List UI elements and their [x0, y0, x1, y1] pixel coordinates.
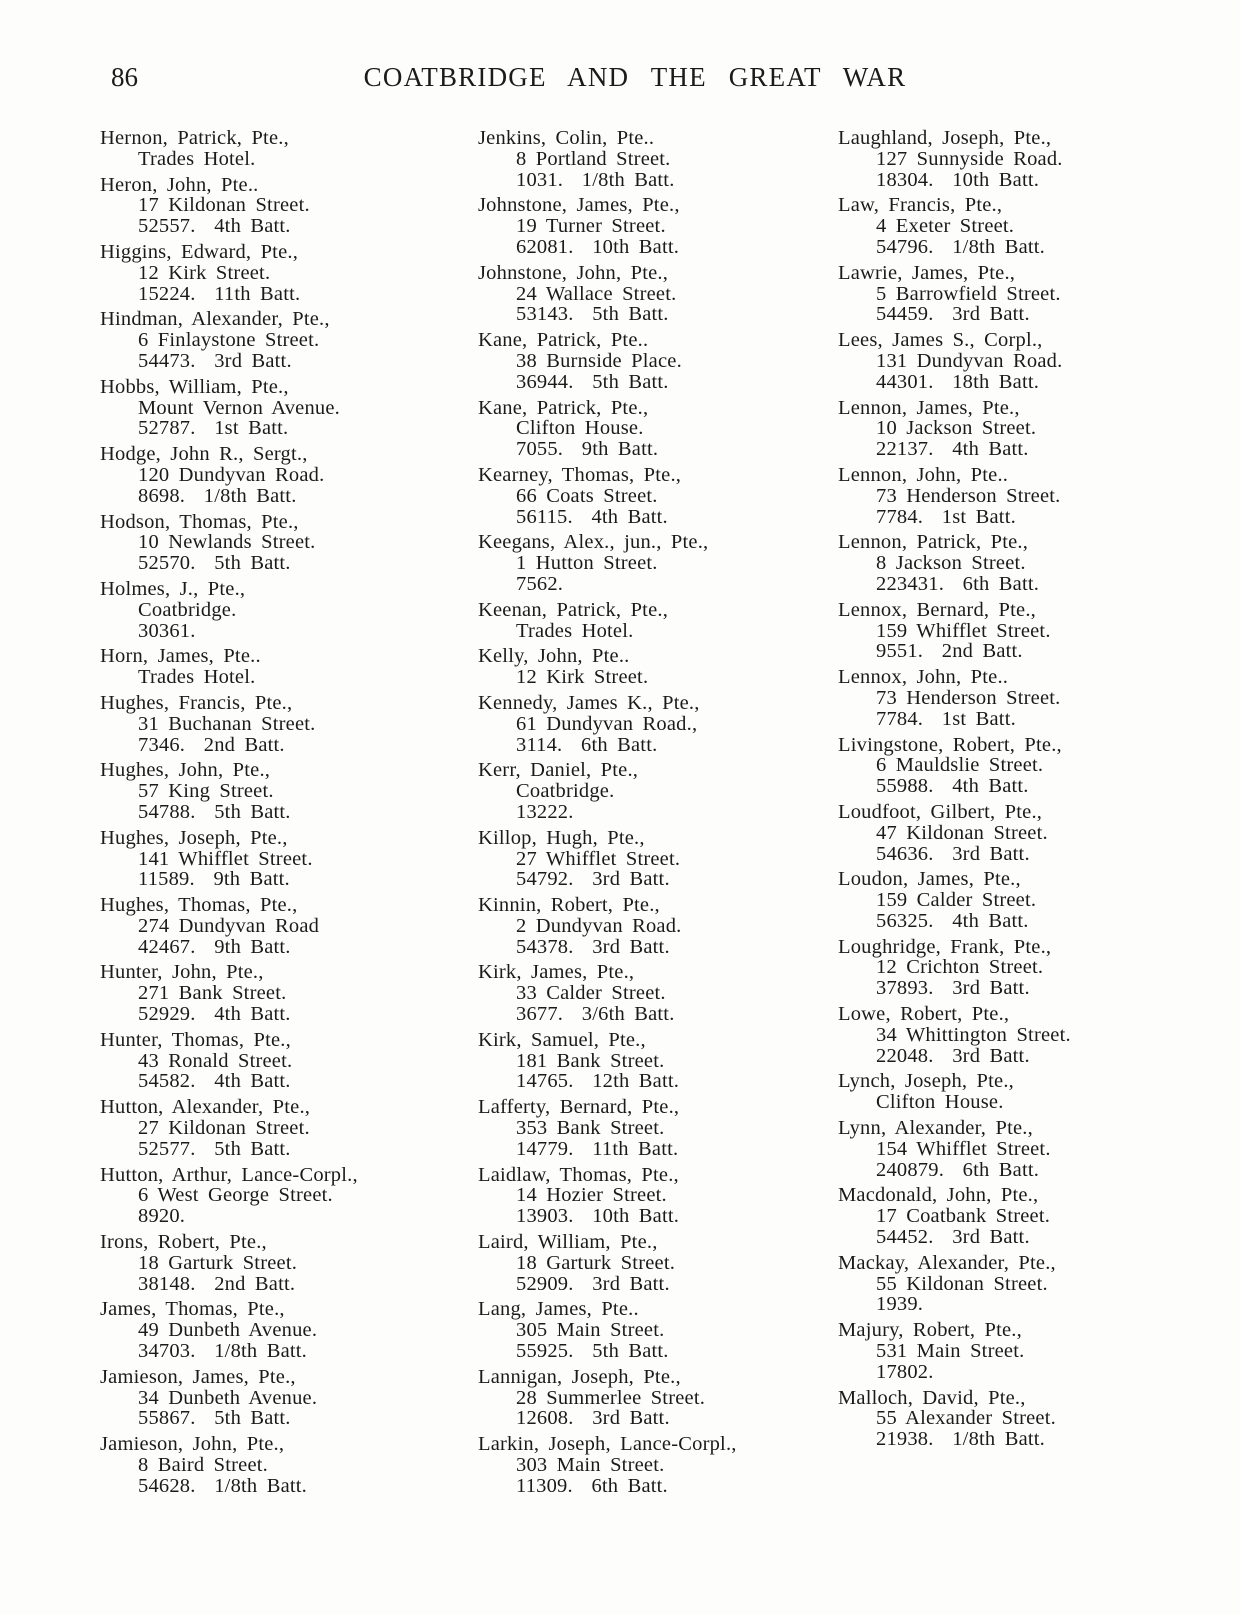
entry-detail-line: 19 Turner Street.: [516, 215, 666, 238]
roster-entry: [100, 1097, 478, 1159]
entry-name-line: Johnstone, James, Pte.,: [478, 194, 680, 217]
roster-entry: [838, 128, 1168, 190]
entry-detail-line: 11589. 9th Batt.: [138, 868, 290, 891]
entry-name-line: Jamieson, James, Pte.,: [100, 1365, 296, 1388]
roster-entry: [478, 962, 838, 1024]
entry-name-line: Larkin, Joseph, Lance-Corpl.,: [478, 1433, 737, 1456]
entry-detail-line: 223431. 6th Batt.: [876, 572, 1040, 595]
entry-name-line: Lennox, John, Pte..: [838, 666, 1009, 689]
entry-detail-line: 53143. 5th Batt.: [516, 303, 669, 326]
entry-name-line: Kirk, Samuel, Pte.,: [478, 1028, 646, 1051]
roster-entry: [838, 263, 1168, 325]
entry-detail-line: 353 Bank Street.: [516, 1117, 665, 1140]
entry-detail-line: Mount Vernon Avenue.: [138, 396, 340, 419]
entry-name-line: Hughes, Francis, Pte.,: [100, 691, 293, 714]
entry-detail-line: 7346. 2nd Batt.: [138, 733, 285, 756]
roster-entry: [478, 1165, 838, 1227]
entry-name-line: Livingstone, Robert, Pte.,: [838, 733, 1062, 756]
roster-entry: [100, 693, 478, 755]
roster-entry: [838, 532, 1168, 594]
entry-name-line: Hutton, Alexander, Pte.,: [100, 1096, 311, 1119]
entry-detail-line: 42467. 9th Batt.: [138, 935, 291, 958]
entry-detail-line: 54452. 3rd Batt.: [876, 1226, 1030, 1249]
entry-detail-line: 12 Crichton Street.: [876, 956, 1044, 979]
roster-entry: [478, 646, 838, 688]
entry-name-line: Hutton, Arthur, Lance-Corpl.,: [100, 1163, 358, 1186]
entry-detail-line: 159 Calder Street.: [876, 889, 1037, 912]
entry-detail-line: 6 Mauldslie Street.: [876, 754, 1044, 777]
roster-entry: [478, 532, 838, 594]
entry-detail-line: 8 Jackson Street.: [876, 552, 1026, 575]
roster-entry: [838, 1185, 1168, 1247]
entry-name-line: Loughridge, Frank, Pte.,: [838, 935, 1052, 958]
entry-name-line: Lynch, Joseph, Pte.,: [838, 1070, 1014, 1093]
entry-name-line: Hughes, Joseph, Pte.,: [100, 826, 288, 849]
entry-name-line: Hughes, Thomas, Pte.,: [100, 894, 298, 917]
entry-detail-line: 38148. 2nd Batt.: [138, 1272, 296, 1295]
entry-name-line: Higgins, Edward, Pte.,: [100, 240, 299, 263]
roster-entry: [838, 398, 1168, 460]
entry-detail-line: Coatbridge.: [138, 598, 237, 621]
entry-detail-line: 54788. 5th Batt.: [138, 800, 291, 823]
entry-detail-line: 57 King Street.: [138, 780, 274, 803]
entry-detail-line: 56115. 4th Batt.: [516, 505, 668, 528]
entry-detail-line: 10 Jackson Street.: [876, 417, 1037, 440]
roster-entry: [100, 1165, 478, 1227]
entry-name-line: Kennedy, James K., Pte.,: [478, 691, 700, 714]
entry-name-line: Irons, Robert, Pte.,: [100, 1231, 267, 1254]
entry-detail-line: 54459. 3rd Batt.: [876, 303, 1030, 326]
entry-detail-line: 55 Kildonan Street.: [876, 1272, 1048, 1295]
roster-entry: [100, 377, 478, 439]
entry-detail-line: 11309. 6th Batt.: [516, 1474, 668, 1497]
entry-name-line: Hobbs, William, Pte.,: [100, 375, 289, 398]
entry-name-line: Kearney, Thomas, Pte.,: [478, 463, 682, 486]
entry-name-line: Hughes, John, Pte.,: [100, 759, 271, 782]
entry-detail-line: 47 Kildonan Street.: [876, 821, 1048, 844]
roster-entry: [478, 1232, 838, 1294]
roster-entry: [478, 600, 838, 642]
entry-name-line: Keenan, Patrick, Pte.,: [478, 598, 669, 621]
entry-name-line: Loudon, James, Pte.,: [838, 868, 1021, 891]
entry-detail-line: 54636. 3rd Batt.: [876, 842, 1030, 865]
entry-detail-line: 13222.: [516, 800, 574, 823]
entry-detail-line: 44301. 18th Batt.: [876, 370, 1040, 393]
entry-name-line: Jamieson, John, Pte.,: [100, 1433, 285, 1456]
entry-detail-line: 141 Whifflet Street.: [138, 847, 313, 870]
entry-name-line: Hindman, Alexander, Pte.,: [100, 308, 330, 331]
roster-entry: [100, 646, 478, 688]
entry-detail-line: Trades Hotel.: [138, 147, 256, 170]
roster-entry: [100, 828, 478, 890]
entry-detail-line: 1 Hutton Street.: [516, 552, 658, 575]
entry-detail-line: 54792. 3rd Batt.: [516, 868, 670, 891]
entry-detail-line: 8 Portland Street.: [516, 147, 671, 170]
entry-detail-line: 38 Burnside Place.: [516, 349, 682, 372]
entry-detail-line: 10 Newlands Street.: [138, 531, 316, 554]
roster-entry: [478, 693, 838, 755]
entry-name-line: Macdonald, John, Pte.,: [838, 1184, 1039, 1207]
entry-detail-line: 271 Bank Street.: [138, 982, 287, 1005]
entry-detail-line: 6 Finlaystone Street.: [138, 329, 320, 352]
entry-name-line: Hunter, Thomas, Pte.,: [100, 1028, 291, 1051]
roster-entry: [100, 128, 478, 170]
entry-detail-line: 54628. 1/8th Batt.: [138, 1474, 307, 1497]
roster-entry: [838, 735, 1168, 797]
entry-detail-line: 21938. 1/8th Batt.: [876, 1428, 1045, 1451]
entry-detail-line: 55867. 5th Batt.: [138, 1407, 291, 1430]
entry-detail-line: 17802.: [876, 1360, 934, 1383]
entry-detail-line: 55 Alexander Street.: [876, 1407, 1056, 1430]
entry-detail-line: 34703. 1/8th Batt.: [138, 1340, 307, 1363]
entry-detail-line: 31 Buchanan Street.: [138, 712, 316, 735]
roster-entry: [100, 1030, 478, 1092]
entry-detail-line: 8920.: [138, 1205, 186, 1228]
entry-detail-line: 8698. 1/8th Batt.: [138, 484, 297, 507]
entry-name-line: Lees, James S., Corpl.,: [838, 329, 1043, 352]
roster-entry: [478, 195, 838, 257]
entry-name-line: Laidlaw, Thomas, Pte.,: [478, 1163, 679, 1186]
entry-name-line: James, Thomas, Pte.,: [100, 1298, 285, 1321]
entry-detail-line: 7562.: [516, 572, 564, 595]
entry-name-line: Hunter, John, Pte.,: [100, 961, 264, 984]
roster-entry: [100, 444, 478, 506]
entry-detail-line: 12608. 3rd Batt.: [516, 1407, 670, 1430]
roster-entry: [838, 1004, 1168, 1066]
entry-name-line: Kirk, James, Pte.,: [478, 961, 635, 984]
entry-detail-line: 14765. 12th Batt.: [516, 1070, 680, 1093]
entry-name-line: Loudfoot, Gilbert, Pte.,: [838, 800, 1043, 823]
entry-name-line: Lennon, Patrick, Pte.,: [838, 531, 1029, 554]
roster-entry: [478, 465, 838, 527]
roster-entry: [838, 1320, 1168, 1382]
roster-entry: [100, 895, 478, 957]
entry-detail-line: 7055. 9th Batt.: [516, 438, 659, 461]
entry-detail-line: 18304. 10th Batt.: [876, 168, 1040, 191]
entry-detail-line: 34 Whittington Street.: [876, 1023, 1071, 1046]
entry-detail-line: 52929. 4th Batt.: [138, 1003, 291, 1026]
entry-detail-line: 27 Whifflet Street.: [516, 847, 681, 870]
entry-detail-line: 5 Barrowfield Street.: [876, 282, 1061, 305]
entry-detail-line: 66 Coats Street.: [516, 484, 658, 507]
roster-entry: [478, 1097, 838, 1159]
entry-name-line: Laughland, Joseph, Pte.,: [838, 127, 1052, 149]
entry-detail-line: 14779. 11th Batt.: [516, 1137, 679, 1160]
roster-entry: [478, 828, 838, 890]
entry-detail-line: 2 Dundyvan Road.: [516, 914, 682, 937]
entry-name-line: Law, Francis, Pte.,: [838, 194, 1003, 217]
entry-detail-line: 62081. 10th Batt.: [516, 235, 680, 258]
page-header: [0, 0, 1240, 92]
entry-detail-line: 17 Coatbank Street.: [876, 1205, 1051, 1228]
roster-entry: [478, 1434, 838, 1496]
entry-name-line: Lafferty, Bernard, Pte.,: [478, 1096, 680, 1119]
entry-detail-line: 27 Kildonan Street.: [138, 1117, 310, 1140]
roster-entry: [478, 330, 838, 392]
roster-column-3: [838, 128, 1168, 1455]
entry-detail-line: 1939.: [876, 1293, 924, 1316]
entry-name-line: Keegans, Alex., jun., Pte.,: [478, 531, 709, 554]
roster-entry: [100, 1367, 478, 1429]
entry-detail-line: Coatbridge.: [516, 780, 615, 803]
entry-detail-line: 54582. 4th Batt.: [138, 1070, 291, 1093]
roster-entry: [838, 937, 1168, 999]
roster-entry: [838, 1071, 1168, 1113]
roster-entry: [838, 330, 1168, 392]
entry-name-line: Johnstone, John, Pte.,: [478, 261, 669, 284]
entry-detail-line: 181 Bank Street.: [516, 1049, 665, 1072]
roster-entry: [100, 1232, 478, 1294]
entry-detail-line: 28 Summerlee Street.: [516, 1386, 706, 1409]
entry-detail-line: 18 Garturk Street.: [138, 1251, 298, 1274]
entry-detail-line: 33 Calder Street.: [516, 982, 666, 1005]
entry-detail-line: 22048. 3rd Batt.: [876, 1044, 1030, 1067]
entry-detail-line: 22137. 4th Batt.: [876, 438, 1029, 461]
entry-detail-line: 52570. 5th Batt.: [138, 552, 291, 575]
roster-entry: [100, 760, 478, 822]
roster-entry: [100, 242, 478, 304]
roster-entry: [478, 1299, 838, 1361]
entry-detail-line: 3677. 3/6th Batt.: [516, 1003, 675, 1026]
entry-name-line: Hodge, John R., Sergt.,: [100, 443, 308, 466]
page-title: COATBRIDGE AND THE GREAT WAR: [363, 62, 907, 92]
entry-name-line: Lowe, Robert, Pte.,: [838, 1003, 1010, 1026]
roster-entry: [100, 175, 478, 237]
roster-entry: [838, 869, 1168, 931]
entry-detail-line: 13903. 10th Batt.: [516, 1205, 680, 1228]
entry-name-line: Lennon, John, Pte..: [838, 463, 1009, 486]
entry-detail-line: 54796. 1/8th Batt.: [876, 235, 1045, 258]
entry-detail-line: 240879. 6th Batt.: [876, 1158, 1040, 1181]
entry-detail-line: 7784. 1st Batt.: [876, 505, 1016, 528]
entry-detail-line: 8 Baird Street.: [138, 1454, 268, 1477]
entry-detail-line: 61 Dundyvan Road.,: [516, 712, 698, 735]
roster-entry: [478, 398, 838, 460]
roster-entry: [838, 195, 1168, 257]
entry-name-line: Lennon, James, Pte.,: [838, 396, 1020, 419]
entry-name-line: Hodson, Thomas, Pte.,: [100, 510, 299, 533]
entry-name-line: Lawrie, James, Pte.,: [838, 261, 1016, 284]
entry-name-line: Kelly, John, Pte..: [478, 645, 630, 668]
entry-detail-line: 531 Main Street.: [876, 1340, 1025, 1363]
entry-name-line: Kane, Patrick, Pte..: [478, 329, 649, 352]
entry-detail-line: 12 Kirk Street.: [138, 261, 271, 284]
entry-name-line: Kerr, Daniel, Pte.,: [478, 759, 639, 782]
page-number: 86: [111, 62, 138, 92]
entry-detail-line: 54378. 3rd Batt.: [516, 935, 670, 958]
entry-detail-line: 43 Ronald Street.: [138, 1049, 293, 1072]
entry-detail-line: 274 Dundyvan Road: [138, 914, 320, 937]
entry-name-line: Mackay, Alexander, Pte.,: [838, 1251, 1056, 1274]
entry-name-line: Killop, Hugh, Pte.,: [478, 826, 645, 849]
entry-name-line: Laird, William, Pte.,: [478, 1231, 658, 1254]
roster-entry: [838, 802, 1168, 864]
roster-columns: [0, 128, 1240, 1502]
entry-detail-line: 24 Wallace Street.: [516, 282, 677, 305]
entry-detail-line: 14 Hozier Street.: [516, 1184, 667, 1207]
entry-name-line: Majury, Robert, Pte.,: [838, 1319, 1022, 1342]
entry-detail-line: 54473. 3rd Batt.: [138, 349, 292, 372]
entry-detail-line: 305 Main Street.: [516, 1319, 665, 1342]
entry-detail-line: Trades Hotel.: [138, 666, 256, 689]
entry-name-line: Hernon, Patrick, Pte.,: [100, 127, 289, 149]
entry-detail-line: 56325. 4th Batt.: [876, 909, 1029, 932]
entry-detail-line: 49 Dunbeth Avenue.: [138, 1319, 318, 1342]
entry-detail-line: 73 Henderson Street.: [876, 686, 1061, 709]
entry-detail-line: 34 Dunbeth Avenue.: [138, 1386, 318, 1409]
entry-detail-line: 55988. 4th Batt.: [876, 775, 1029, 798]
entry-detail-line: 154 Whifflet Street.: [876, 1137, 1051, 1160]
entry-detail-line: 15224. 11th Batt.: [138, 282, 301, 305]
entry-detail-line: Clifton House.: [516, 417, 644, 440]
roster-entry: [478, 895, 838, 957]
roster-entry: [100, 579, 478, 641]
entry-name-line: Heron, John, Pte..: [100, 173, 259, 196]
roster-entry: [100, 1434, 478, 1496]
entry-detail-line: 127 Sunnyside Road.: [876, 147, 1063, 170]
entry-detail-line: 52787. 1st Batt.: [138, 417, 289, 440]
entry-detail-line: 9551. 2nd Batt.: [876, 640, 1023, 663]
entry-name-line: Lang, James, Pte..: [478, 1298, 639, 1321]
roster-entry: [478, 263, 838, 325]
entry-detail-line: 36944. 5th Batt.: [516, 370, 669, 393]
roster-entry: [100, 962, 478, 1024]
roster-entry: [100, 512, 478, 574]
entry-name-line: Lynn, Alexander, Pte.,: [838, 1117, 1033, 1140]
roster-column-2: [478, 128, 838, 1502]
entry-name-line: Lennox, Bernard, Pte.,: [838, 598, 1036, 621]
entry-detail-line: 303 Main Street.: [516, 1454, 665, 1477]
entry-detail-line: Clifton House.: [876, 1091, 1004, 1114]
entry-detail-line: 52577. 5th Batt.: [138, 1137, 291, 1160]
entry-detail-line: 52909. 3rd Batt.: [516, 1272, 670, 1295]
roster-entry: [100, 309, 478, 371]
roster-entry: [838, 667, 1168, 729]
entry-detail-line: 17 Kildonan Street.: [138, 194, 310, 217]
roster-entry: [838, 600, 1168, 662]
entry-name-line: Holmes, J., Pte.,: [100, 577, 246, 600]
entry-detail-line: 52557. 4th Batt.: [138, 215, 291, 238]
entry-name-line: Kinnin, Robert, Pte.,: [478, 894, 660, 917]
entry-detail-line: 1031. 1/8th Batt.: [516, 168, 675, 191]
entry-detail-line: 4 Exeter Street.: [876, 215, 1015, 238]
roster-entry: [478, 128, 838, 190]
roster-entry: [838, 465, 1168, 527]
entry-name-line: Malloch, David, Pte.,: [838, 1386, 1026, 1409]
roster-entry: [100, 1299, 478, 1361]
entry-detail-line: 7784. 1st Batt.: [876, 707, 1016, 730]
entry-detail-line: 30361.: [138, 619, 196, 642]
entry-detail-line: 120 Dundyvan Road.: [138, 463, 325, 486]
roster-entry: [838, 1388, 1168, 1450]
roster-entry: [838, 1253, 1168, 1315]
roster-entry: [838, 1118, 1168, 1180]
roster-column-1: [100, 128, 478, 1502]
entry-detail-line: 37893. 3rd Batt.: [876, 977, 1030, 1000]
entry-detail-line: 73 Henderson Street.: [876, 484, 1061, 507]
entry-detail-line: 159 Whifflet Street.: [876, 619, 1051, 642]
entry-name-line: Horn, James, Pte..: [100, 645, 261, 668]
entry-name-line: Lannigan, Joseph, Pte.,: [478, 1365, 681, 1388]
entry-detail-line: 55925. 5th Batt.: [516, 1340, 669, 1363]
entry-name-line: Jenkins, Colin, Pte..: [478, 127, 655, 149]
entry-detail-line: 3114. 6th Batt.: [516, 733, 658, 756]
entry-detail-line: 18 Garturk Street.: [516, 1251, 676, 1274]
entry-detail-line: Trades Hotel.: [516, 619, 634, 642]
entry-detail-line: 6 West George Street.: [138, 1184, 333, 1207]
roster-entry: [478, 760, 838, 822]
entry-detail-line: 12 Kirk Street.: [516, 666, 649, 689]
entry-name-line: Kane, Patrick, Pte.,: [478, 396, 649, 419]
roster-entry: [478, 1030, 838, 1092]
roster-entry: [478, 1367, 838, 1429]
entry-detail-line: 131 Dundyvan Road.: [876, 349, 1063, 372]
